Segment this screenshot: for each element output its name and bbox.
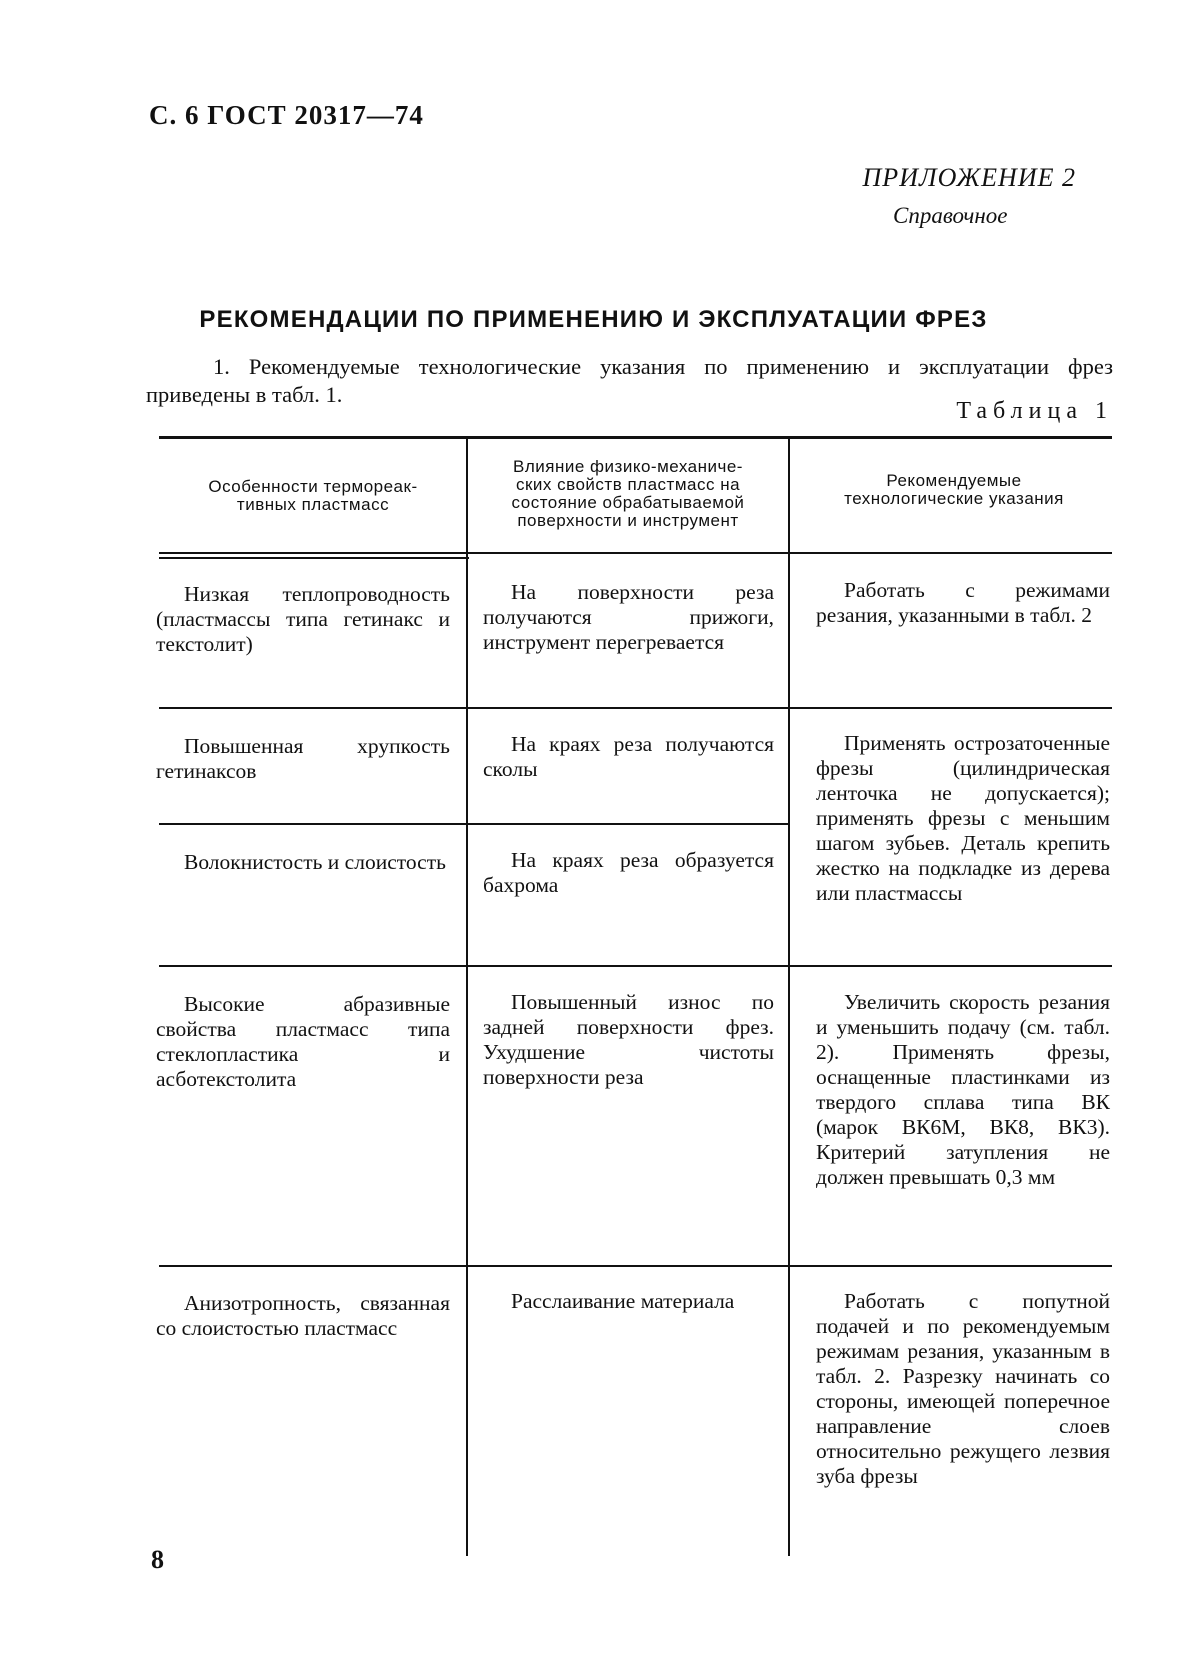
column-divider-2	[788, 439, 790, 1556]
row2-recommendation: Применять острозаточенные фрезы (цилиндрическая ленточка не допускается); применять фрезы с меньшим шагом зубьев. Деталь крепить жестко на подкладке из дерева или пластмассы	[816, 731, 1110, 905]
table-top-rule	[159, 436, 1112, 439]
row1-effect: На поверхности реза получаются прижоги, инструмент перегревается	[483, 580, 774, 654]
header-bottom-rule-2	[159, 557, 469, 559]
header-effects: Влияние физико-механиче- ских свойств пластмасс на состояние обрабатываемой поверхности и инструмент	[511, 457, 745, 530]
row5-recommendation: Работать с попутной подачей и по рекомендуемым режимам резания, указанным в табл. 2. Разрезку начинать со стороны, имеющей поперечное направление слоев относительно режущего лезвия зуба фрезы	[816, 1289, 1110, 1488]
page-title: РЕКОМЕНДАЦИИ ПО ПРИМЕНЕНИЮ И ЭКСПЛУАТАЦИИ ФРЕЗ	[199, 306, 988, 333]
row2-feature: Повышенная хрупкость гетинаксов	[156, 734, 450, 783]
row1-recommendation: Работать с режимами резания, указанными в табл. 2	[816, 578, 1110, 627]
row5-effect: Расслаивание материала	[511, 1289, 735, 1313]
page-reference: С. 6 ГОСТ 20317—74	[149, 100, 424, 130]
row3-effect: На краях реза образуется бахрома	[483, 848, 774, 897]
intro-paragraph: 1. Рекомендуемые технологические указания по применению и эксплуатации фрез приведены в табл. 1.	[146, 354, 1113, 407]
row-separator-1	[159, 707, 1112, 709]
row-separator-4	[159, 1265, 1112, 1267]
row-separator-3	[159, 965, 1112, 967]
row4-effect: Повышенный износ по задней поверхности фрез. Ухудшение чистоты поверхности реза	[483, 990, 774, 1089]
page-number: 8	[151, 1545, 164, 1574]
row1-feature: Низкая теплопроводность (пластмассы типа гетинакс и текстолит)	[156, 582, 450, 656]
row4-feature: Высокие абразивные свойства пластмасс типа стеклопластика и асботекстолита	[156, 992, 450, 1091]
row2-effect: На краях реза получаются сколы	[483, 732, 774, 781]
row3-feature: Волокнистость и слоистость	[184, 850, 446, 874]
header-features: Особенности термореак- тивных пластмасс	[208, 477, 418, 514]
row5-feature: Анизотропность, связанная со слоистостью пластмасс	[156, 1291, 450, 1340]
row-separator-2-left	[159, 823, 789, 825]
table-caption: Таблица 1	[956, 398, 1113, 424]
header-bottom-rule	[159, 552, 1112, 554]
row4-recommendation: Увеличить скорость резания и уменьшить подачу (см. табл. 2). Применять фрезы, оснащенные пластинками из твердого сплава типа ВК (марок ВК6М, ВК8, ВК3). Критерий затупления не должен превышать 0,3 мм	[816, 990, 1110, 1189]
header-recommendations: Рекомендуемые технологические указания	[844, 471, 1064, 508]
column-divider-1	[466, 439, 468, 1556]
appendix-label: ПРИЛОЖЕНИЕ 2	[862, 163, 1076, 192]
appendix-type: Справочное	[893, 203, 1008, 228]
